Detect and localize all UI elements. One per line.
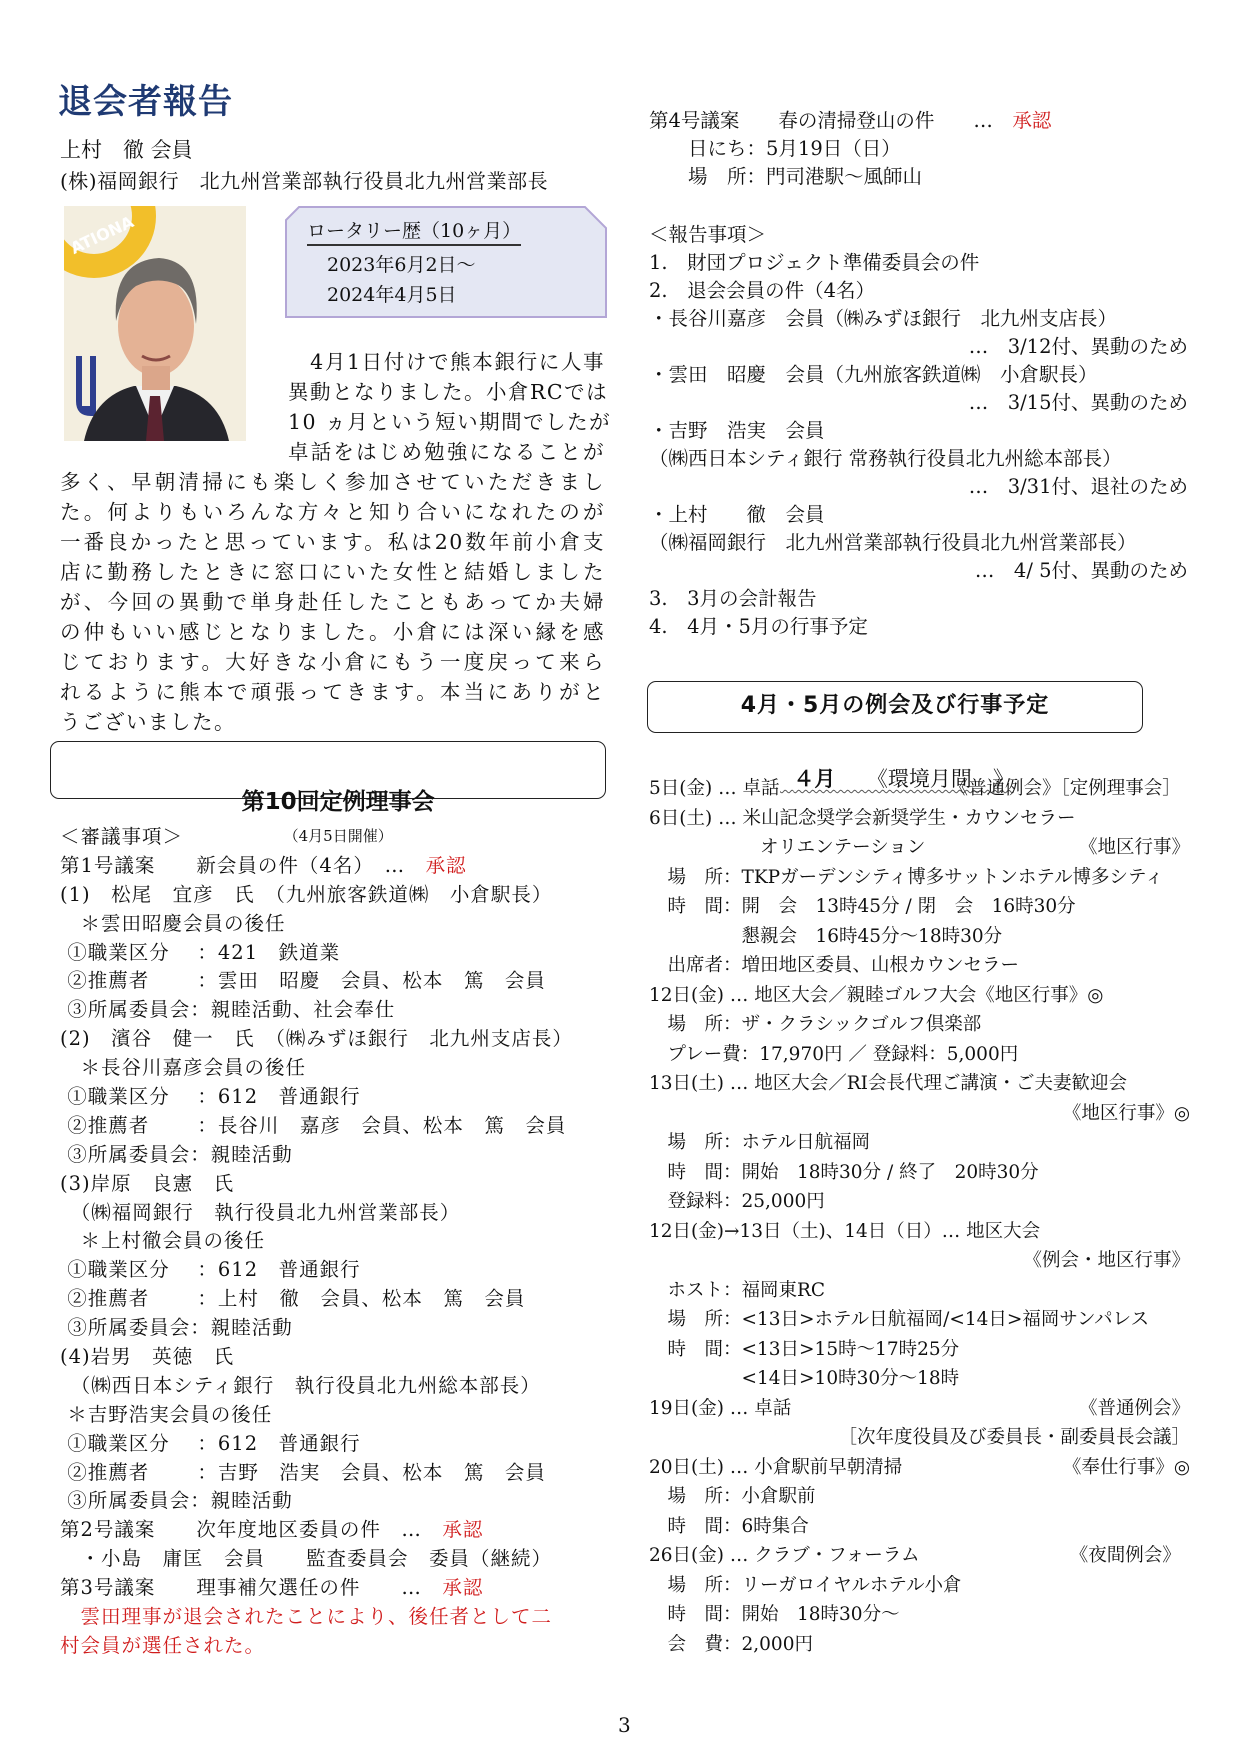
item-text: 懇親会 16時45分～18時30分 bbox=[649, 925, 1003, 947]
item-text: ・吉野 浩実 会員 bbox=[649, 419, 825, 442]
item-text: （㈱福岡銀行 執行役員北九州営業部長） bbox=[60, 1200, 461, 1224]
list-item bbox=[60, 1054, 620, 1083]
list-item bbox=[649, 1512, 1190, 1542]
list-item bbox=[60, 1516, 620, 1545]
list-item bbox=[649, 922, 1190, 952]
list-item bbox=[649, 417, 1194, 445]
meeting-agenda bbox=[60, 823, 620, 1661]
item-text: 日にち：5月19日（日） bbox=[649, 137, 901, 160]
list-item bbox=[60, 1025, 620, 1054]
item-text: プレー費：17,970円 ／ 登録料：5,000円 bbox=[649, 1043, 1019, 1065]
event-category-tag: 《地区行事》◎ bbox=[1062, 1102, 1190, 1124]
item-text: 20日(土) … 小倉駅前早朝清掃 bbox=[649, 1456, 903, 1478]
item-note: … 3/12付、異動のため bbox=[968, 335, 1188, 358]
item-text: (3)岸原 良憲 氏 bbox=[60, 1171, 235, 1195]
list-item bbox=[649, 1217, 1190, 1247]
list-item bbox=[60, 881, 620, 910]
list-item bbox=[60, 939, 620, 968]
list-item bbox=[649, 1630, 1190, 1660]
list-item bbox=[649, 221, 1194, 249]
page-number: 3 bbox=[618, 1713, 631, 1737]
list-item bbox=[60, 910, 620, 939]
month-theme: 《環境月間 》 bbox=[877, 767, 1014, 791]
item-text: ③所属委員会：親睦活動、社会奉仕 bbox=[60, 998, 396, 1022]
list-item bbox=[649, 981, 1190, 1011]
item-text: 第1号議案 新会員の件（4名） … bbox=[60, 853, 426, 877]
item-text: 雲田理事が退会されたことにより、後任者として二 bbox=[60, 1605, 553, 1629]
schedule-list bbox=[649, 774, 1190, 1659]
list-item bbox=[649, 135, 1194, 163]
event-category-tag: 《奉仕行事》◎ bbox=[1062, 1456, 1190, 1478]
item-text: （㈱西日本シティ銀行 常務執行役員北九州総本部長） bbox=[649, 447, 1122, 470]
message-line: 多く、早朝清掃にも楽しく参加させていただきまし bbox=[60, 470, 605, 494]
item-text: 19日(金) … 卓話 bbox=[649, 1397, 792, 1419]
item-text: 3. 3月の会計報告 bbox=[649, 587, 817, 610]
item-text: 場 所：ザ・クラシックゴルフ倶楽部 bbox=[649, 1014, 982, 1035]
message-line: が、今回の異動で単身赴任したこともあってか夫婦 bbox=[60, 590, 605, 614]
event-category-tag: 《普通例会》［定例理事会］ bbox=[949, 778, 1190, 799]
list-item bbox=[60, 1459, 620, 1488]
item-text: ＊長谷川嘉彦会員の後任 bbox=[60, 1056, 307, 1080]
item-text: ③所属委員会：親睦活動 bbox=[60, 1489, 293, 1513]
list-item bbox=[649, 163, 1194, 191]
member-affiliation: (株)福岡銀行 北九州営業部執行役員北九州営業部長 bbox=[60, 169, 549, 193]
item-text: 会 費：2,000円 bbox=[649, 1633, 813, 1655]
list-item bbox=[60, 1574, 620, 1603]
item-text: 場 所：ホテル日航福岡 bbox=[649, 1132, 871, 1153]
list-item bbox=[649, 804, 1190, 834]
list-item bbox=[649, 1453, 1190, 1483]
item-text: 2. 退会会員の件（4名） bbox=[649, 279, 876, 302]
item-text: ＊上村徹会員の後任 bbox=[60, 1229, 266, 1253]
list-item bbox=[60, 967, 620, 996]
list-item bbox=[649, 1364, 1190, 1394]
item-text: 登録料：25,000円 bbox=[649, 1191, 825, 1212]
approval-status: 承認 bbox=[425, 853, 467, 877]
item-text: 13日(土) … 地区大会／RI会長代理ご講演・ご夫妻歓迎会 bbox=[649, 1073, 1127, 1094]
item-text: （㈱西日本シティ銀行 執行役員北九州総本部長） bbox=[60, 1373, 541, 1397]
list-item bbox=[649, 833, 1190, 863]
list-item bbox=[649, 1010, 1190, 1040]
list-item bbox=[60, 1227, 620, 1256]
list-item bbox=[649, 529, 1194, 557]
item-text: オリエンテーション bbox=[649, 837, 926, 858]
list-item bbox=[649, 473, 1194, 501]
list-item bbox=[649, 1335, 1190, 1365]
message-line: 4月1日付けで熊本銀行に人事 bbox=[288, 350, 605, 374]
approval-status: 承認 bbox=[1012, 109, 1052, 132]
list-item bbox=[649, 1541, 1190, 1571]
item-text: 時 間：開始 18時30分 / 終了 20時30分 bbox=[649, 1161, 1039, 1183]
list-item bbox=[649, 1571, 1190, 1601]
item-text: 時 間：開 会 13時45分 / 閉 会 16時30分 bbox=[649, 896, 1076, 917]
item-text: (1) 松尾 宜彦 氏 （九州旅客鉄道㈱ 小倉駅長） bbox=[60, 882, 553, 906]
item-note: … 4/ 5付、異動のため bbox=[974, 559, 1188, 582]
message-line: れるように熊本で頑張ってきます。本当にありがと bbox=[60, 680, 605, 704]
list-item bbox=[649, 892, 1190, 922]
list-item bbox=[649, 1394, 1190, 1424]
list-item bbox=[60, 1112, 620, 1141]
item-text: 時 間：開始 18時30分～ bbox=[649, 1604, 900, 1625]
item-text: 5日(金) … 卓話 bbox=[649, 778, 780, 799]
list-item bbox=[649, 951, 1190, 981]
event-category-tag: 《例会・地区行事》 bbox=[1023, 1250, 1190, 1271]
list-item bbox=[649, 613, 1194, 641]
message-line: 店に勤務したときに窓口にいた女性と結婚しました bbox=[60, 560, 605, 584]
item-text: ・雲田 昭慶 会員（九州旅客鉄道㈱ 小倉駅長） bbox=[649, 363, 1098, 386]
member-name: 上村 徹 会員 bbox=[60, 138, 193, 162]
agenda-and-reports bbox=[649, 107, 1194, 641]
item-text: 時 間：<13日>15時～17時25分 bbox=[649, 1338, 960, 1360]
item-text: ①職業区分 ：612 普通銀行 bbox=[60, 1258, 361, 1282]
list-item bbox=[649, 585, 1194, 613]
list-item bbox=[649, 1099, 1190, 1129]
rotary-history-start-date: 2023年6月2日～ bbox=[327, 254, 476, 276]
month-heading bbox=[780, 740, 1014, 791]
item-note: … 3/15付、異動のため bbox=[968, 391, 1188, 414]
schedule-heading-box bbox=[647, 681, 1143, 733]
item-text: <14日>10時30分～18時 bbox=[649, 1368, 960, 1389]
list-item bbox=[60, 823, 620, 852]
item-text: ＜報告事項＞ bbox=[649, 223, 767, 246]
item-text: 12日(金)→13日（土)、14日（日）… 地区大会 bbox=[649, 1220, 1041, 1242]
list-item bbox=[649, 361, 1194, 389]
item-text: 第2号議案 次年度地区委員の件 … bbox=[60, 1518, 443, 1542]
item-text: ①職業区分 ：612 普通銀行 bbox=[60, 1431, 361, 1455]
item-text: ①職業区分 ：612 普通銀行 bbox=[60, 1085, 361, 1109]
message-line: 10 ヵ月という短い期間でしたが bbox=[288, 410, 612, 434]
event-category-tag: 《普通例会》 bbox=[1078, 1397, 1190, 1419]
item-text: 第3号議案 理事補欠選任の件 … bbox=[60, 1576, 443, 1600]
list-item bbox=[649, 249, 1194, 277]
approval-status: 承認 bbox=[442, 1576, 484, 1600]
item-text: 26日(金) … クラブ・フォーラム bbox=[649, 1545, 920, 1566]
item-text: （㈱福岡銀行 北九州営業部執行役員北九州営業部長） bbox=[649, 531, 1137, 554]
message-line: 卓話をはじめ勉強になることが bbox=[288, 440, 605, 464]
rotary-history-end-date: 2024年4月5日 bbox=[327, 284, 457, 306]
item-text: 村会員が選任された。 bbox=[60, 1633, 266, 1657]
photo-logo-text: ATIONA bbox=[67, 212, 137, 258]
item-text: ・長谷川嘉彦 会員（㈱みずほ銀行 北九州支店長） bbox=[649, 307, 1118, 330]
list-item bbox=[60, 1430, 620, 1459]
list-item bbox=[649, 557, 1194, 585]
message-line: 一番良かったと思っています。私は20数年前小倉支 bbox=[60, 530, 605, 554]
list-item bbox=[649, 333, 1194, 361]
event-category-tag: 《夜間例会》 bbox=[1069, 1545, 1190, 1566]
list-item bbox=[60, 1170, 620, 1199]
item-text: 出席者：増田地区委員、山根カウンセラー bbox=[649, 955, 1020, 976]
list-item bbox=[649, 305, 1194, 333]
farewell-message bbox=[60, 347, 612, 737]
item-text: ②推薦者 ：雲田 昭慶 会員、松本 篤 会員 bbox=[60, 969, 546, 993]
list-item bbox=[649, 277, 1194, 305]
list-item bbox=[649, 1482, 1190, 1512]
message-line: じております。大好きな小倉にもう一度戻って来ら bbox=[60, 650, 605, 674]
item-note: … 3/31付、退社のため bbox=[968, 475, 1188, 498]
section-title-retirement-report: 退会者報告 bbox=[58, 82, 233, 122]
item-text: ・小島 庸匡 会員 監査委員会 委員（継続） bbox=[60, 1547, 553, 1571]
event-category-tag: 《地区行事》 bbox=[1078, 837, 1190, 858]
list-item bbox=[649, 1305, 1190, 1335]
list-item bbox=[649, 1423, 1190, 1453]
list-item bbox=[649, 1187, 1190, 1217]
list-item bbox=[60, 1083, 620, 1112]
list-item bbox=[649, 1040, 1190, 1070]
list-item bbox=[649, 501, 1194, 529]
approval-status: 承認 bbox=[442, 1518, 484, 1542]
item-text: ①職業区分 ：421 鉄道業 bbox=[60, 940, 341, 964]
list-item bbox=[60, 1141, 620, 1170]
item-text: 時 間：6時集合 bbox=[649, 1515, 809, 1537]
list-item bbox=[60, 1401, 620, 1430]
list-item bbox=[60, 1603, 620, 1632]
item-text: 場 所：小倉駅前 bbox=[649, 1486, 816, 1507]
item-text: 12日(金) … 地区大会／親睦ゴルフ大会《地区行事》◎ bbox=[649, 984, 1104, 1006]
item-text: (2) 濱谷 健一 氏 （㈱みずほ銀行 北九州支店長） bbox=[60, 1027, 573, 1051]
list-item bbox=[649, 863, 1190, 893]
item-text: ホスト：福岡東RC bbox=[649, 1279, 826, 1301]
list-item bbox=[649, 107, 1194, 135]
list-item bbox=[60, 1632, 620, 1661]
list-item bbox=[60, 1545, 620, 1574]
list-item bbox=[60, 852, 620, 881]
item-text: 場 所：<13日>ホテル日航福岡/<14日>福岡サンパレス bbox=[649, 1309, 1150, 1330]
list-item bbox=[60, 1199, 620, 1228]
list-item bbox=[649, 389, 1194, 417]
list-item bbox=[60, 1256, 620, 1285]
message-line: た。何よりもいろんな方々と知り合いになれたのが bbox=[60, 500, 605, 524]
item-text: 6日(土) … 米山記念奨学会新奨学生・カウンセラー bbox=[649, 807, 1076, 829]
meeting-title: 第10回定例理事会 bbox=[241, 789, 435, 815]
list-item bbox=[60, 1487, 620, 1516]
item-text: ③所属委員会：親睦活動 bbox=[60, 1316, 293, 1340]
item-text: ・上村 徹 会員 bbox=[649, 503, 825, 526]
item-text: ＊雲田昭慶会員の後任 bbox=[60, 911, 286, 935]
item-text: ＊吉野浩実会員の後任 bbox=[60, 1402, 273, 1426]
list-item bbox=[60, 1343, 620, 1372]
list-item bbox=[649, 1128, 1190, 1158]
rotary-history-heading: ロータリー歴（10ヶ月） bbox=[307, 218, 521, 246]
list-item bbox=[649, 445, 1194, 473]
list-item bbox=[649, 1276, 1190, 1306]
list-item bbox=[60, 1285, 620, 1314]
item-text: 場 所：リーガロイヤルホテル小倉 bbox=[649, 1574, 962, 1596]
item-text: 第4号議案 春の清掃登山の件 … bbox=[649, 109, 1013, 132]
message-line: うございました。 bbox=[60, 710, 236, 734]
list-item bbox=[60, 996, 620, 1025]
item-text: ②推薦者 ：長谷川 嘉彦 会員、松本 篤 会員 bbox=[60, 1113, 567, 1137]
item-text: 1. 財団プロジェクト準備委員会の件 bbox=[649, 251, 980, 274]
list-item bbox=[649, 1246, 1190, 1276]
list-item bbox=[649, 1600, 1190, 1630]
item-text: ＜審議事項＞ bbox=[60, 825, 184, 848]
message-line: の仲もいい感じとなりました。小倉には深い縁を感 bbox=[60, 620, 605, 644]
item-text: ②推薦者 ：吉野 浩実 会員、松本 篤 会員 bbox=[60, 1460, 546, 1484]
item-text: 4. 4月・5月の行事予定 bbox=[649, 615, 868, 638]
item-text: 場 所：TKPガーデンシティ博多サットンホテル博多シティ bbox=[649, 866, 1164, 888]
event-category-tag: ［次年度役員及び委員長・副委員長会議］ bbox=[838, 1427, 1190, 1448]
spacer bbox=[649, 191, 1194, 221]
item-text: 場 所：門司港駅～風師山 bbox=[649, 165, 923, 188]
meeting-date-note: （4月5日開催） bbox=[283, 827, 393, 845]
list-item bbox=[649, 774, 1190, 804]
list-item bbox=[649, 1069, 1190, 1099]
item-text: (4)岩男 英徳 氏 bbox=[60, 1345, 235, 1369]
rotary-history-box bbox=[285, 206, 607, 318]
list-item bbox=[60, 1372, 620, 1401]
list-item bbox=[649, 1158, 1190, 1188]
item-text: ②推薦者 ：上村 徹 会員、松本 篤 会員 bbox=[60, 1287, 526, 1311]
month-label: ４月 bbox=[793, 767, 836, 791]
item-text: ③所属委員会：親睦活動 bbox=[60, 1142, 293, 1166]
list-item bbox=[60, 1314, 620, 1343]
schedule-title: 4月・5月の例会及び行事予定 bbox=[740, 693, 1050, 718]
message-line: 異動となりました。小倉RCでは bbox=[288, 380, 609, 404]
